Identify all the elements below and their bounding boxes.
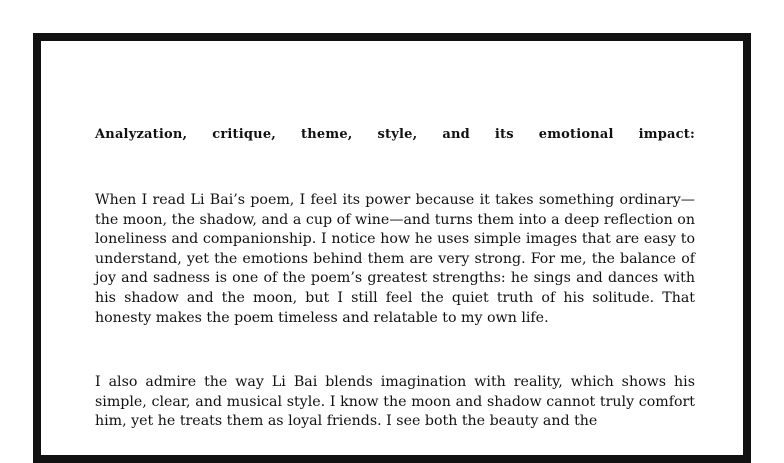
- paragraph-1: When I read Li Bai’s poem, I feel its power because it takes something ordinary—the moon, the shadow, and a cup of wine—and turns them into a deep reflection on loneliness and companionship. I notice how he uses simple images that are easy to understand, yet the emotions behind them are very strong. For me, the balance of joy and sadness is one of the poem’s greatest strengths: he sings and dances with his shadow and the moon, but I still feel the quiet truth of his solitude. That honesty makes the poem timeless and relatable to my own life.: [95, 192, 695, 326]
- paragraph-2: I also admire the way Li Bai blends imagination with reality, which shows his simple, clear, and musical style. I know the moon and shadow cannot truly comfort him, yet he treats them as loyal friends. I see both the beauty and the: [95, 374, 695, 430]
- document-page: [33, 33, 751, 463]
- section-heading: Analyzation, critique, theme, style, and its emotional impact:: [95, 127, 695, 142]
